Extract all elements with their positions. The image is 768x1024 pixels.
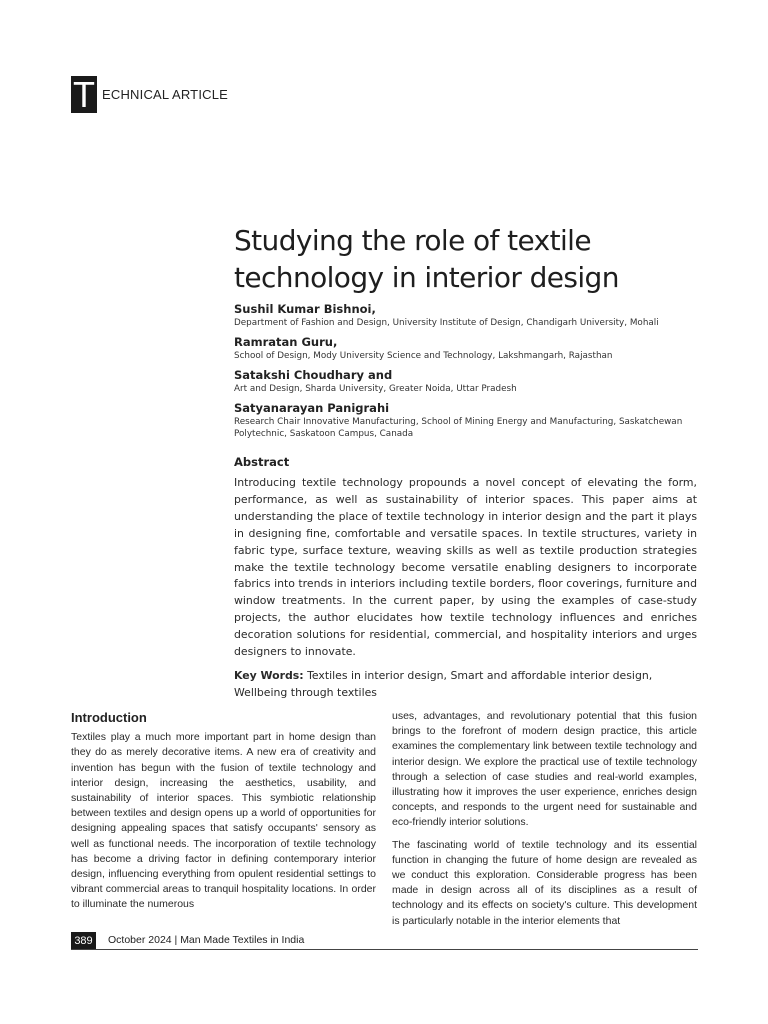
- author-name: Satyanarayan Panigrahi: [234, 401, 390, 415]
- section-label: ECHNICAL ARTICLE: [102, 87, 229, 102]
- author-list: [234, 302, 704, 446]
- keywords-text: Textiles in interior design, Smart and affordable interior design, Wellbeing through textiles: [234, 669, 653, 699]
- author-affiliation: School of Design, Mody University Science and Technology, Lakshmangarh, Rajasthan: [234, 351, 613, 361]
- author-entry: [234, 368, 704, 395]
- author-affiliation: Research Chair Innovative Manufacturing, School of Mining Energy and Manufacturing, Saskatchewan Polytechnic, Saskatoon Campus, Canada: [234, 417, 683, 439]
- footer-text: October 2024 | Man Made Textiles in India: [108, 934, 305, 946]
- page-number: 389: [71, 932, 96, 950]
- author-name: Ramratan Guru,: [234, 335, 338, 349]
- footer-divider: [71, 949, 698, 950]
- keywords-label: Key Words:: [234, 669, 304, 682]
- author-name: Satakshi Choudhary and: [234, 368, 393, 382]
- body-paragraph: Textiles play a much more important part in home design than they do as merely decorative items. A new era of creativity and invention has begun with the fusion of textile technology and interior design, increasing the aesthetics, usability, and sustainability of interior spaces. This symbiotic relationship between textiles and design opens up a world of opportunities for designing appealing spaces that satisfy occupants' sensory as well as functional needs. The incorporation of textile technology has become a driving factor in defining contemporary interior design, influencing everything from opulent residential settings to vibrant commercial areas to tranquil hospitality locations. In order to illuminate the numerous: [71, 731, 376, 911]
- article-title: Studying the role of textile technology in interior design: [234, 224, 619, 294]
- body-paragraph: The fascinating world of textile technology and its essential function in changing the future of home design are revealed as we conduct this exploration. Considerable progress has been made in design across all of its disciplines as a result of technology and its effects on society's culture. This development is particularly notable in the interior elements that: [392, 838, 697, 927]
- abstract-text: Introducing textile technology propounds a novel concept of elevating the form, performance, as well as sustainability of interior spaces. This paper aims at understanding the place of textile technology in interior design and the part it plays in designing fine, comfortable and versatile spaces. In textile structures, variety in fabric type, surface texture, weaving skills as well as textile production strategies make the textile technology become versatile enabling designers to incorporate fabrics into trends in interiors including textile borders, floor coverings, furniture and window treatments. In the current paper, by using the examples of case-study projects, the author elucidates how textile technology influences and enriches decoration solutions for residential, commercial, and hospitality interiors and urges designers to innovate.: [234, 476, 697, 659]
- section-badge: T: [73, 74, 95, 115]
- body-column-right: [392, 709, 697, 936]
- body-column-left: [71, 710, 376, 920]
- abstract-heading: Abstract: [234, 455, 290, 469]
- section-heading-introduction: Introduction: [71, 710, 147, 725]
- author-affiliation: Department of Fashion and Design, University Institute of Design, Chandigarh University, Mohali: [234, 318, 659, 328]
- body-paragraph: uses, advantages, and revolutionary potential that this fusion brings to the forefront of modern design practice, this article examines the complementary link between textile technology and interior design. We explore the practical use of textile technology through a selection of case studies and real-world examples, illustrating how it improves the user experience, enriches design concepts, and responds to the urgent need for sustainable and eco-friendly interior solutions.: [392, 710, 697, 829]
- author-entry: [234, 335, 704, 362]
- keywords: [234, 668, 697, 702]
- author-name: Sushil Kumar Bishnoi,: [234, 302, 376, 316]
- author-entry: [234, 401, 704, 440]
- author-entry: [234, 302, 704, 329]
- author-affiliation: Art and Design, Sharda University, Greater Noida, Uttar Pradesh: [234, 384, 517, 394]
